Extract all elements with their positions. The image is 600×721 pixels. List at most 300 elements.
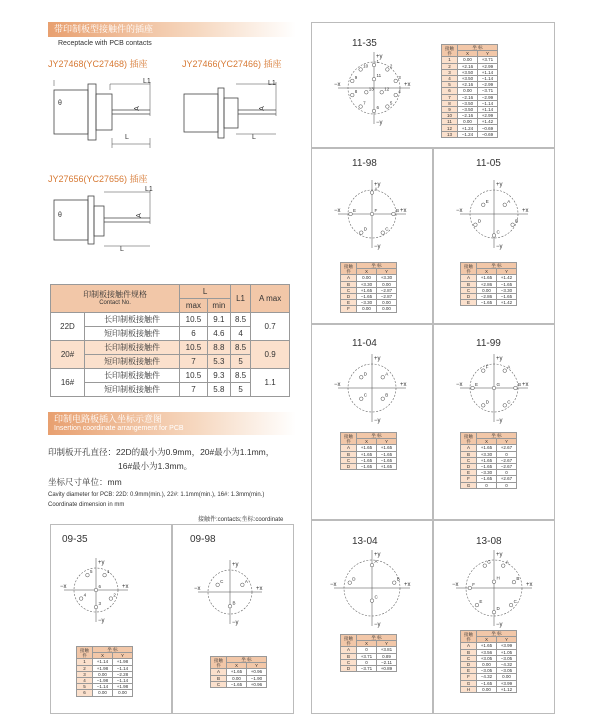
coord-x: −1.65 <box>227 681 247 687</box>
contact-id: B <box>461 281 477 287</box>
table-row <box>461 445 517 451</box>
contact-hole-C <box>492 234 496 238</box>
coord-x: +3.50 <box>458 69 478 75</box>
contact-id: C <box>341 659 357 665</box>
contact-id: A <box>341 275 357 281</box>
table-row <box>442 69 498 75</box>
coord-x: −1.65 <box>477 463 497 469</box>
dim-A-label-1: A <box>133 106 141 111</box>
coord-y: −3.05 <box>497 668 517 674</box>
coord-x: +1.65 <box>477 643 497 649</box>
spec-header-L1: L1 <box>230 285 250 313</box>
contact-label-D: D <box>496 606 500 612</box>
contact-id: F <box>341 306 357 312</box>
table-row <box>442 94 498 100</box>
contact-hole-F <box>468 586 472 590</box>
coord-y: +1.14 <box>478 106 498 112</box>
model2-label: JY27466(YC27466) 插座 <box>182 59 282 69</box>
coord-y: 0 <box>497 482 517 488</box>
coord-y: −4.32 <box>497 661 517 667</box>
coord-header-coord: 坐 标 <box>477 433 517 439</box>
coord-x: +3.71 <box>357 653 377 659</box>
coord-y: −3.30 <box>497 287 517 293</box>
dim-L1-label-2: L1 <box>268 80 276 87</box>
table-row <box>211 675 267 681</box>
table-row <box>461 649 517 655</box>
contact-hole-C <box>503 404 507 408</box>
table-row <box>461 476 517 482</box>
coord-header-coord: 坐 标 <box>477 263 517 269</box>
coord-y: 0.00 <box>377 300 397 306</box>
coord-header-x: X <box>477 269 497 275</box>
coord-header-x: X <box>477 637 497 643</box>
coord-y: +1.12 <box>497 686 517 692</box>
coord-y: −1.14 <box>478 100 498 106</box>
coord-y: +3.30 <box>377 275 397 281</box>
coord-y: +1.42 <box>497 275 517 281</box>
contact-id: B <box>461 649 477 655</box>
layout-name-13-08: 13-08 <box>476 536 502 547</box>
spec-header-en: Contact No. <box>99 299 131 306</box>
contact-label-12: 12 <box>384 86 390 92</box>
contact-id: G <box>461 680 477 686</box>
coord-header-contact: 接触件 <box>341 263 357 275</box>
coord-y: +1.65 <box>377 463 397 469</box>
contact-hole-4 <box>79 597 83 601</box>
contact-spec-table <box>50 284 290 397</box>
table-row <box>341 457 397 463</box>
coord-x: −1.65 <box>477 476 497 482</box>
contact-hole-10 <box>359 68 363 72</box>
contact-id: D <box>341 463 357 469</box>
coord-x: −3.50 <box>458 106 478 112</box>
axis-label-py: +y <box>496 182 503 188</box>
contact-hole-C <box>216 583 220 587</box>
table-row: 短印制板接触件 7 5.3 5 <box>51 355 290 369</box>
contact-hole-13 <box>365 90 369 94</box>
contact-hole-B <box>514 386 518 390</box>
contact-hole-G <box>483 564 487 568</box>
contact-label-2: 2 <box>113 592 116 598</box>
coord-y: +1.14 <box>478 69 498 75</box>
table-row <box>77 671 133 677</box>
section2-title-bar <box>48 412 296 435</box>
table-row <box>461 680 517 686</box>
coord-y: −2.67 <box>497 463 517 469</box>
table-row <box>461 457 517 463</box>
table-row <box>442 113 498 119</box>
coord-y: +2.67 <box>497 476 517 482</box>
contact-id: B <box>341 653 357 659</box>
contact-id: C <box>211 681 227 687</box>
contact-id: 5 <box>77 684 93 690</box>
coord-x: +3.50 <box>458 75 478 81</box>
coord-y: 0.00 <box>377 281 397 287</box>
section2-subtitle: Insertion coordinate arrangement for PCB <box>54 425 184 432</box>
table-row <box>461 293 517 299</box>
contact-id: 8 <box>442 100 458 106</box>
coord-y: 0.00 <box>113 690 133 696</box>
table-row <box>341 306 397 312</box>
table-row <box>77 677 133 683</box>
coord-table-11-98 <box>340 262 397 313</box>
coord-x: −1.98 <box>93 677 113 683</box>
coord-y: −1.65 <box>497 293 517 299</box>
axis-label-py: +y <box>374 182 381 188</box>
table-row <box>77 690 133 696</box>
dim-theta-label-1: θ <box>58 100 62 107</box>
coord-y: −0.69 <box>478 125 498 131</box>
coord-header-y: Y <box>377 439 397 445</box>
contact-id: F <box>461 476 477 482</box>
layout-diagram-11-35 <box>336 50 412 126</box>
coord-y: −2.87 <box>377 293 397 299</box>
contact-label-4: 4 <box>398 89 401 95</box>
contact-hole-3 <box>94 605 98 609</box>
contact-hole-B <box>381 397 385 401</box>
contact-id: 2 <box>442 63 458 69</box>
contact-label-8: 8 <box>354 89 358 95</box>
layout-name-11-35: 11-35 <box>352 38 377 49</box>
coord-header-y: Y <box>377 269 397 275</box>
layout-diagram-11-05 <box>456 176 532 252</box>
coord-header-coord: 坐 标 <box>357 433 397 439</box>
contact-label-C: C <box>220 578 224 584</box>
coord-header-contact: 接触件 <box>461 631 477 643</box>
contact-hole-7 <box>359 105 363 109</box>
axis-label-px: +x <box>400 208 407 214</box>
dim-theta-label-3: θ <box>58 212 62 219</box>
contact-id: D <box>461 293 477 299</box>
receptacle-drawing-1 <box>50 72 170 162</box>
table-row <box>461 661 517 667</box>
contact-hole-1 <box>372 63 376 67</box>
coord-x: 0 <box>477 482 497 488</box>
axis-label-nx: −x <box>334 82 341 88</box>
contact-hole-C <box>509 603 513 607</box>
coord-x: +1.65 <box>227 669 247 675</box>
coord-y: +1.98 <box>113 684 133 690</box>
table-row <box>461 643 517 649</box>
coord-y: −1.65 <box>377 457 397 463</box>
contact-label-A: A <box>374 559 378 565</box>
note-unit-en: Coordinate dimension in mm <box>48 502 125 508</box>
contact-label-C: C <box>363 392 368 398</box>
coord-x: +2.16 <box>458 82 478 88</box>
coord-x: +3.30 <box>477 451 497 457</box>
axis-label-ny: −y <box>496 244 503 250</box>
contact-label-5: 5 <box>389 100 393 106</box>
contact-id: A <box>341 445 357 451</box>
note-cavity-en: Cavity diameter for PCB: 22D: 0.9mm(min.), 22#: 1.1mm(min.), 16#: 1.3mm(min.) <box>48 492 265 498</box>
contact-label-F: F <box>374 208 378 213</box>
coord-header-contact: 接触件 <box>442 45 458 57</box>
contact-id: 1 <box>442 57 458 63</box>
contact-id: 12 <box>442 125 458 131</box>
contact-id: B <box>461 451 477 457</box>
coord-y: +1.42 <box>478 119 498 125</box>
coord-y: +3.99 <box>497 680 517 686</box>
contact-id: 13 <box>442 131 458 137</box>
table-row <box>461 287 517 293</box>
contact-hole-C <box>370 599 374 603</box>
coord-y: −2.67 <box>497 457 517 463</box>
coord-y: −2.11 <box>377 659 397 665</box>
axis-label-px: +x <box>404 82 411 88</box>
coord-x: −1.65 <box>477 300 497 306</box>
axis-label-px: +x <box>404 582 411 588</box>
contact-label-3: 3 <box>98 601 102 607</box>
contact-hole-A <box>241 583 245 587</box>
contact-label-3: 3 <box>398 74 401 80</box>
contact-id: A <box>211 669 227 675</box>
contact-label-B: B <box>395 208 399 213</box>
coord-header-coord: 坐 标 <box>227 657 267 663</box>
contact-hole-D <box>492 610 496 614</box>
coord-header-contact: 接触件 <box>341 635 357 647</box>
note-cavity-cn-2: 16#最小为1.3mm。 <box>118 461 193 471</box>
axis-label-nx: −x <box>456 208 463 214</box>
coord-x: 0.00 <box>357 306 377 312</box>
receptacle-drawing-2 <box>180 72 300 162</box>
coord-header-x: X <box>357 269 377 275</box>
contact-id: E <box>341 300 357 306</box>
note-unit-cn: 坐标尺寸单位：mm <box>48 477 122 487</box>
table-row <box>341 300 397 306</box>
coord-x: 0.00 <box>458 57 478 63</box>
axis-label-py: +y <box>374 356 381 362</box>
contact-label-B: B <box>516 576 520 582</box>
contact-label-A: A <box>505 559 509 565</box>
contact-id: C <box>461 287 477 293</box>
table-row <box>442 106 498 112</box>
coord-x: 0.00 <box>93 671 113 677</box>
coord-y: −1.14 <box>113 665 133 671</box>
coord-y: 0 <box>497 451 517 457</box>
table-row <box>461 300 517 306</box>
axis-label-nx: −x <box>60 584 67 590</box>
table-row <box>442 88 498 94</box>
contact-label-H: H <box>496 575 500 581</box>
contact-hole-A <box>381 375 385 379</box>
contact-label-E: E <box>485 198 489 204</box>
coord-x: −3.30 <box>477 470 497 476</box>
coord-table-13-04 <box>340 634 397 672</box>
coord-x: +2.86 <box>477 281 497 287</box>
section2-title: 印制电路板插入坐标示意图 <box>54 414 163 424</box>
coord-x: −1.14 <box>93 684 113 690</box>
coord-x: −2.16 <box>458 94 478 100</box>
contact-id: 6 <box>442 88 458 94</box>
contact-label-C: C <box>507 399 511 405</box>
table-row <box>341 293 397 299</box>
coord-y: +1.65 <box>377 445 397 451</box>
axis-label-ny: −y <box>374 622 381 628</box>
contact-hole-E <box>475 603 479 607</box>
coord-x: −3.50 <box>458 100 478 106</box>
coord-table-11-04 <box>340 432 397 470</box>
coord-header-coord: 坐 标 <box>458 45 498 51</box>
contact-label-C: C <box>496 229 500 235</box>
table-row <box>77 684 133 690</box>
coord-header-x: X <box>458 51 478 57</box>
contact-id: 10 <box>442 113 458 119</box>
contact-id: 7 <box>442 94 458 100</box>
coord-table-11-05 <box>460 262 517 306</box>
table-row <box>461 482 517 488</box>
table-row <box>442 119 498 125</box>
contact-hole-A <box>503 369 507 373</box>
axis-label-py: +y <box>496 552 503 558</box>
table-row <box>211 669 267 675</box>
contact-id: A <box>461 445 477 451</box>
contact-label-C: C <box>374 594 378 600</box>
coord-y: +2.99 <box>478 113 498 119</box>
coord-y: −1.65 <box>377 451 397 457</box>
contact-label-E: E <box>479 599 483 605</box>
coord-y: 0.00 <box>497 674 517 680</box>
coord-x: 0.00 <box>458 88 478 94</box>
table-row <box>461 655 517 661</box>
contact-id: 6 <box>77 690 93 696</box>
contact-hole-2 <box>386 68 390 72</box>
table-row <box>461 463 517 469</box>
contact-hole-B <box>228 604 232 608</box>
contact-id: 5 <box>442 82 458 88</box>
contact-label-E: E <box>353 208 357 213</box>
coord-y: +0.96 <box>247 681 267 687</box>
contact-hole-9 <box>351 79 355 83</box>
contact-hole-B <box>392 212 396 216</box>
contact-id: 2 <box>77 665 93 671</box>
coord-x: −2.16 <box>458 113 478 119</box>
axis-label-px: +x <box>400 382 407 388</box>
table-row <box>341 281 397 287</box>
coord-y: 0.89 <box>377 653 397 659</box>
contact-id: D <box>341 293 357 299</box>
axis-label-px: +x <box>522 382 529 388</box>
contact-label-4: 4 <box>83 592 87 598</box>
contact-label-D: D <box>352 576 356 582</box>
contact-hole-D <box>359 231 363 235</box>
axis-label-ny: −y <box>496 622 503 628</box>
coord-header-contact: 接触件 <box>77 647 93 659</box>
layout-diagram-11-04 <box>334 350 410 426</box>
axis-label-py: +y <box>496 356 503 362</box>
coord-header-y: Y <box>113 653 133 659</box>
coord-x: −1.24 <box>458 131 478 137</box>
coord-y: +1.05 <box>497 649 517 655</box>
contact-label-A: A <box>244 578 248 584</box>
contact-id: E <box>461 470 477 476</box>
table-row <box>442 131 498 137</box>
contact-label-B: B <box>385 392 389 398</box>
table-row <box>341 287 397 293</box>
table-row <box>77 665 133 671</box>
axis-label-nx: −x <box>456 382 463 388</box>
axis-label-nx: −x <box>452 582 459 588</box>
coord-y: +1.42 <box>497 300 517 306</box>
contact-label-F: F <box>485 364 489 370</box>
coord-y: −2.28 <box>113 671 133 677</box>
coord-y: −0.69 <box>478 131 498 137</box>
coord-x: 0.00 <box>227 675 247 681</box>
contact-hole-E <box>481 203 485 207</box>
axis-label-nx: −x <box>194 586 201 592</box>
contact-label-C: C <box>385 226 389 232</box>
contact-label-10: 10 <box>363 63 369 69</box>
contact-label-7: 7 <box>363 100 366 106</box>
coord-x: −1.65 <box>357 463 377 469</box>
coord-header-x: X <box>357 641 377 647</box>
axis-label-py: +y <box>98 560 105 566</box>
coord-y: −1.14 <box>478 75 498 81</box>
coord-x: −1.65 <box>357 457 377 463</box>
coord-x: 0 <box>357 647 377 653</box>
coord-header-contact: 接触件 <box>461 433 477 445</box>
layout-diagram-11-99 <box>456 350 532 426</box>
axis-label-ny: −y <box>232 620 239 626</box>
coord-x: −1.65 <box>357 293 377 299</box>
contact-label-A: A <box>374 186 378 192</box>
coord-header-coord: 坐 标 <box>93 647 133 653</box>
coord-header-contact: 接触件 <box>211 657 227 669</box>
contact-hole-C <box>359 397 363 401</box>
contact-label-2: 2 <box>389 63 393 69</box>
coord-table-13-08 <box>460 630 517 693</box>
contact-label-B: B <box>517 382 521 387</box>
coord-header-x: X <box>227 663 247 669</box>
contact-hole-C <box>381 231 385 235</box>
contact-hole-11 <box>372 77 376 81</box>
coord-x: +1.24 <box>458 125 478 131</box>
contact-hole-A <box>503 203 507 207</box>
table-row: 16# 长印制板接触件 10.5 9.3 8.5 1.1 <box>51 369 290 383</box>
layout-name-09-35: 09-35 <box>62 534 88 545</box>
dim-L1-label-3: L1 <box>145 186 153 193</box>
coord-y: 0.00 <box>377 306 397 312</box>
coord-x: −4.32 <box>477 674 497 680</box>
table-row <box>442 57 498 63</box>
contact-hole-E <box>471 386 475 390</box>
axis-label-ny: −y <box>496 418 503 424</box>
coord-x: +1.65 <box>357 445 377 451</box>
contact-label-13: 13 <box>368 86 374 92</box>
contact-id: 3 <box>442 69 458 75</box>
coord-header-y: Y <box>497 439 517 445</box>
contact-hole-5 <box>86 573 90 577</box>
coord-y: −3.71 <box>478 88 498 94</box>
axis-label-py: +y <box>374 552 381 558</box>
contact-hole-H <box>492 580 496 584</box>
section1-title-bar <box>48 22 296 37</box>
contact-id: C <box>341 457 357 463</box>
contact-id: 4 <box>442 75 458 81</box>
layout-name-13-04: 13-04 <box>352 536 378 547</box>
contact-label-A: A <box>507 364 511 370</box>
table-row <box>442 100 498 106</box>
contact-id: C <box>341 287 357 293</box>
contact-id: A <box>461 643 477 649</box>
contact-hole-A <box>370 563 374 567</box>
dim-L-label-1: L <box>125 134 129 141</box>
layout-diagram-13-04 <box>330 550 411 628</box>
table-row <box>461 668 517 674</box>
layout-name-11-04: 11-04 <box>352 338 377 349</box>
axis-label-px: +x <box>522 208 529 214</box>
coord-header-contact: 接触件 <box>341 433 357 445</box>
coord-header-contact: 接触件 <box>461 263 477 275</box>
